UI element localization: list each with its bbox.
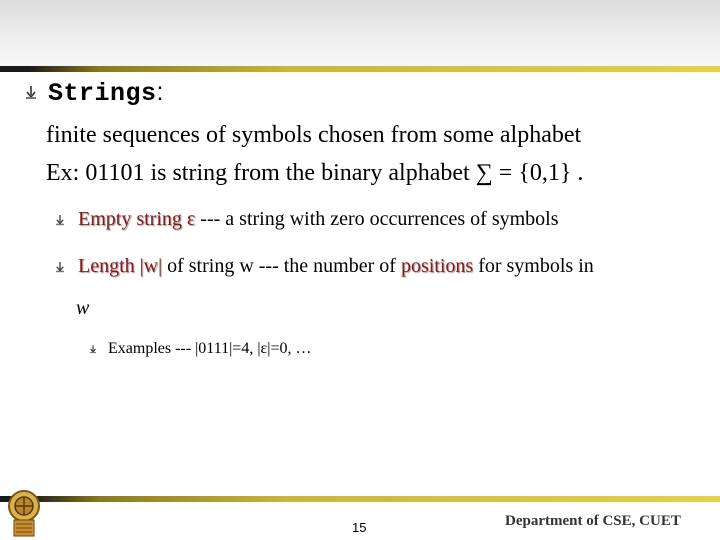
header-rule: [0, 66, 720, 72]
cuet-logo-icon: [4, 486, 44, 540]
arrow-bullet-icon: [90, 345, 96, 354]
definition-line: finite sequences of symbols chosen from some alphabet: [46, 122, 582, 148]
length-mid: of string w --- the number of: [162, 255, 401, 277]
arrow-bullet-icon: [26, 86, 36, 100]
bullet-empty-string: [78, 208, 559, 231]
slide-title: [48, 78, 164, 108]
header-band: [0, 0, 720, 66]
page-number: 15: [352, 520, 367, 535]
arrow-bullet-icon: [56, 262, 64, 273]
length-rest: for symbols in: [473, 255, 594, 277]
example-line: Ex: 01101 is string from the binary alphabet ∑ = {0,1} .: [46, 160, 584, 186]
title-colon: :: [156, 78, 164, 106]
footer-rule: [0, 496, 720, 502]
slide-title-text: Strings: [48, 79, 157, 108]
examples-line: Examples --- |0111|=4, |ε|=0, …: [108, 340, 312, 357]
bullet-length: [78, 255, 594, 278]
positions-term: positions: [400, 255, 474, 277]
arrow-bullet-icon: [56, 215, 64, 226]
department-label: Department of CSE, CUET: [505, 513, 681, 529]
empty-string-desc: --- a string with zero occurrences of symbols: [195, 208, 559, 230]
bullet-length-wrap: w: [76, 297, 90, 319]
empty-string-term: Empty string ε: [78, 208, 196, 230]
length-term: Length |w|: [78, 255, 163, 277]
